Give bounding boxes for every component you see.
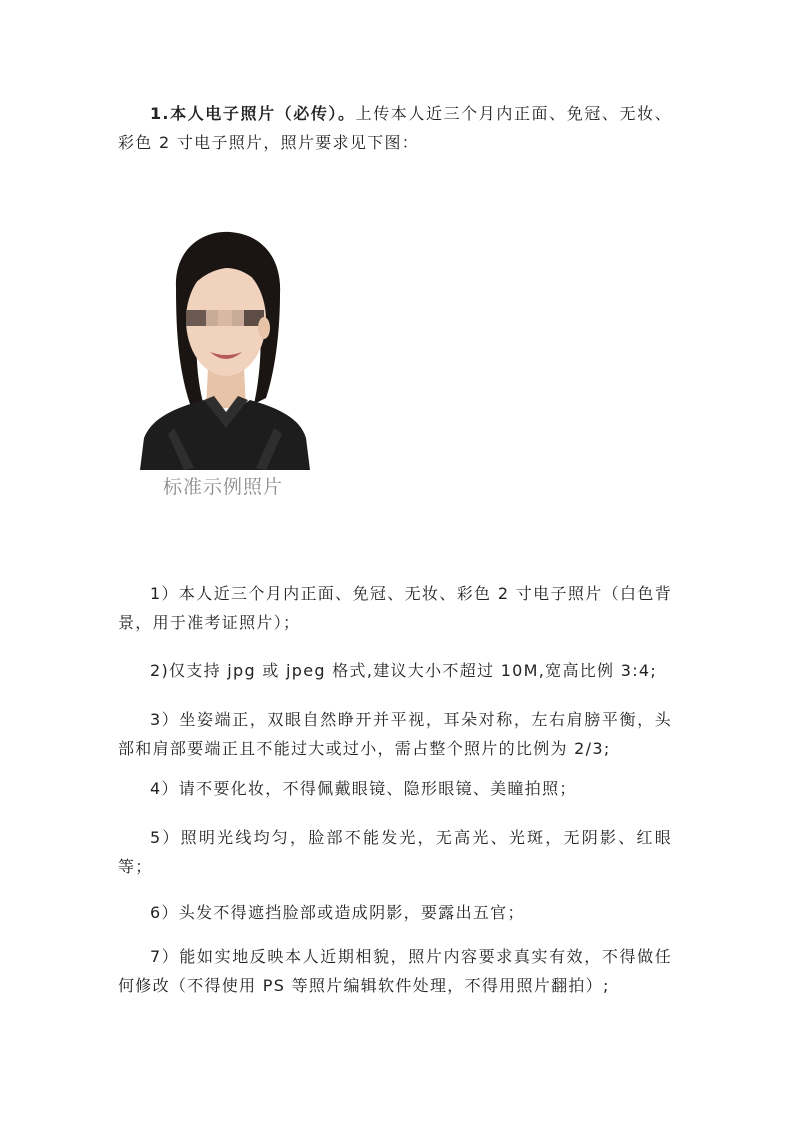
intro-heading: 1.本人电子照片（必传）。	[150, 104, 356, 123]
intro-text: 上传本人近三个月内正面、免冠、无妆、彩色 2 寸电子照片，照片要求见下图：	[118, 104, 672, 152]
requirement-item-3: 3）坐姿端正，双眼自然睁开并平视，耳朵对称，左右肩膀平衡，头部和肩部要端正且不能过大或过小，需占整个照片的比例为 2/3;	[118, 710, 672, 758]
requirement-item-7: 7）能如实地反映本人近期相貌，照片内容要求真实有效，不得做任何修改（不得使用 PS 等照片编辑软件处理，不得用照片翻拍）;	[118, 947, 672, 995]
photo-caption: 标准示例照片	[162, 476, 283, 498]
requirement-item-6: 6）头发不得遮挡脸部或造成阴影，要露出五官；	[150, 903, 525, 922]
sample-photo-figure	[128, 228, 318, 506]
requirement-item-5: 5）照明光线均匀，脸部不能发光，无高光、光斑，无阴影、红眼等；	[118, 828, 672, 876]
requirement-item-4: 4）请不要化妆，不得佩戴眼镜、隐形眼镜、美瞳拍照；	[150, 779, 577, 798]
requirement-item-2: 2)仅支持 jpg 或 jpeg 格式,建议大小不超过 10M,宽高比例 3:4;	[150, 661, 658, 680]
intro-paragraph	[118, 99, 672, 157]
requirement-item-1: 1）本人近三个月内正面、免冠、无妆、彩色 2 寸电子照片（白色背景，用于准考证照片）；	[118, 584, 672, 632]
portrait-photo-icon	[134, 228, 314, 470]
